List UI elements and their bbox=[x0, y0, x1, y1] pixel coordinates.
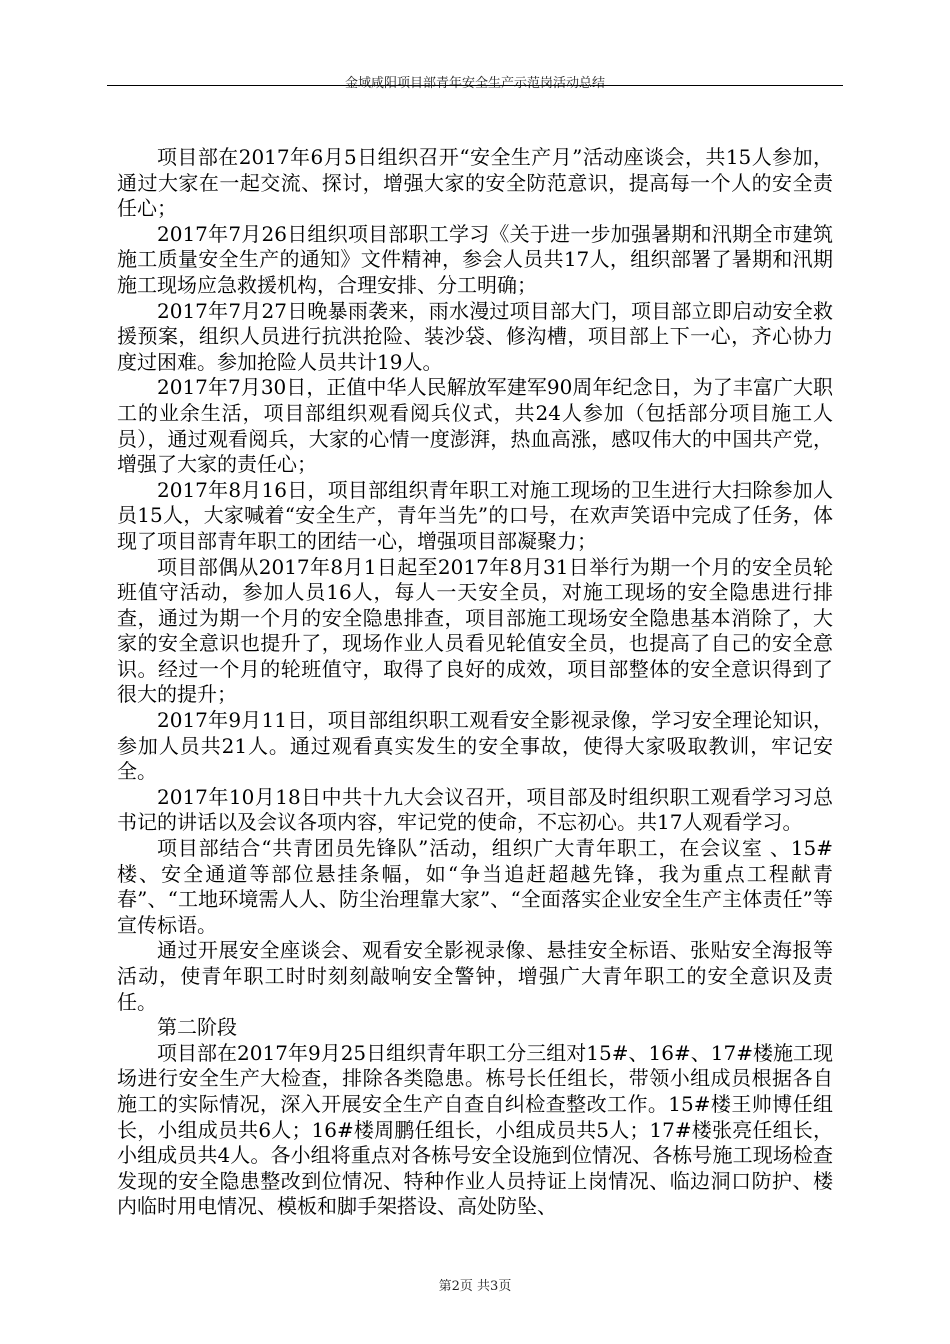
paragraph: 项目部在2017年6月5日组织召开“安全生产月”活动座谈会，共15人参加，通过大家在一起交流、探讨，增强大家的安全防范意识，提高每一个人的安全责任心； bbox=[117, 145, 833, 221]
paragraph: 项目部结合“共青团员先锋队”活动，组织广大青年职工，在会议室 、15#楼、安全通道等部位悬挂条幅，如“争当追赶超越先锋，我为重点工程献青春”、“工地环境需人人、防尘治理靠大家”、“全面落实企业安全生产主体责任”等宣传标语。 bbox=[117, 836, 833, 937]
paragraph: 2017年10月18日中共十九大会议召开，项目部及时组织职工观看学习习总书记的讲话以及会议各项内容，牢记党的使命，不忘初心。共17人观看学习。 bbox=[117, 784, 833, 835]
paragraph: 通过开展安全座谈会、观看安全影视录像、悬挂安全标语、张贴安全海报等活动，使青年职工时时刻刻敲响安全警钟，增强广大青年职工的安全意识及责任。 bbox=[117, 938, 833, 1014]
paragraph: 2017年8月16日，项目部组织青年职工对施工现场的卫生进行大扫除参加人员15人，大家喊着“安全生产，青年当先”的口号，在欢声笑语中完成了任务，体现了项目部青年职工的团结一心，增强项目部凝聚力； bbox=[117, 477, 833, 553]
header-divider bbox=[107, 85, 843, 86]
page-header: 金域咸阳项目部青年安全生产示范岗活动总结 bbox=[344, 76, 605, 91]
paragraph: 2017年7月27日晚暴雨袭来，雨水漫过项目部大门，项目部立即启动安全救援预案，组织人员进行抗洪抢险、装沙袋、修沟槽，项目部上下一心，齐心协力度过困难。参加抢险人员共计19人。 bbox=[117, 298, 833, 374]
paragraph: 项目部在2017年9月25日组织青年职工分三组对15#、16#、17#楼施工现场进行安全生产大检查，排除各类隐患。栋号长任组长，带领小组成员根据各自施工的实际情况，深入开展安全生产自查自纠检查整改工作。15#楼王帅博任组长，小组成员共6人；16#楼周鹏任组长，小组成员共5人；17#楼张亮任组长，小组成员共4人。各小组将重点对各栋号安全设施到位情况、各栋号施工现场检查发现的安全隐患整改到位情况、特种作业人员持证上岗情况、临边洞口防护、楼内临时用电情况、模板和脚手架搭设、高处防坠、 bbox=[117, 1040, 833, 1219]
paragraph: 2017年7月30日，正值中华人民解放军建军90周年纪念日，为了丰富广大职工的业余生活，项目部组织观看阅兵仪式，共24人参加（包括部分项目施工人员），通过观看阅兵，大家的心情一度澎湃，热血高涨，感叹伟大的中国共产党，增强了大家的责任心； bbox=[117, 375, 833, 477]
section-heading: 第二阶段 bbox=[157, 1015, 237, 1040]
document-body bbox=[117, 145, 833, 1220]
page-number: 第2页 共3页 bbox=[438, 1279, 512, 1294]
paragraph: 2017年9月11日，项目部组织职工观看安全影视录像，学习安全理论知识，参加人员共21人。通过观看真实发生的安全事故，使得大家吸取教训，牢记安全。 bbox=[117, 708, 833, 784]
paragraph: 2017年7月26日组织项目部职工学习《关于进一步加强暑期和汛期全市建筑施工质量安全生产的通知》文件精神，参会人员共17人，组织部署了暑期和汛期施工现场应急救援机构，合理安排、分工明确； bbox=[117, 221, 833, 297]
paragraph: 项目部偶从2017年8月1日起至2017年8月31日举行为期一个月的安全员轮班值守活动，参加人员16人，每人一天安全员，对施工现场的安全隐患进行排查，通过为期一个月的安全隐患排查，项目部施工现场安全隐患基本消除了，大家的安全意识也提升了，现场作业人员看见轮值安全员，也提高了自己的安全意识。经过一个月的轮班值守，取得了良好的成效，项目部整体的安全意识得到了很大的提升； bbox=[117, 554, 833, 707]
